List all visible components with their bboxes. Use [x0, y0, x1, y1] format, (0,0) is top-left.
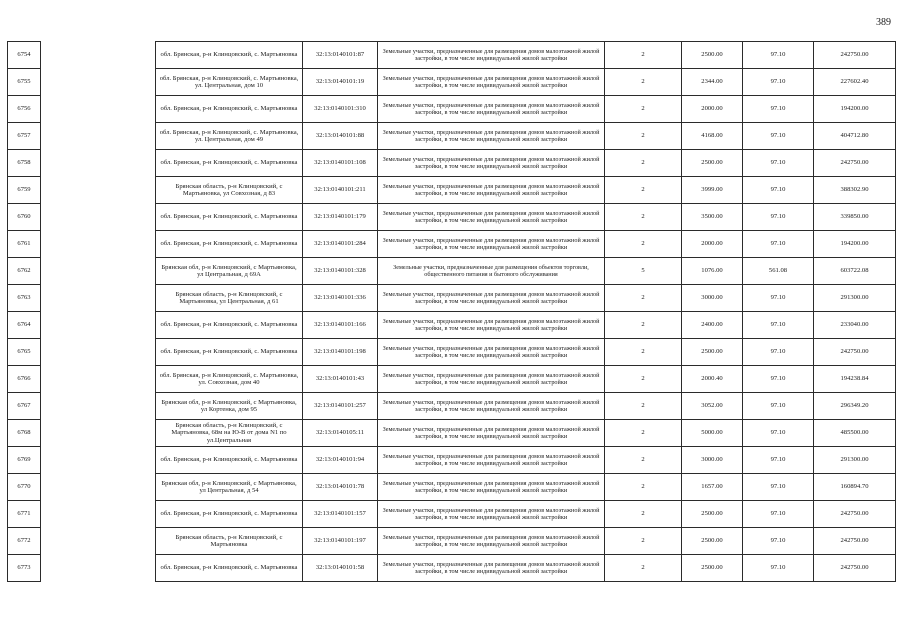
group-cell: 5 [605, 258, 682, 285]
specific-value-cell: 97.10 [743, 231, 814, 258]
address-cell: Брянская обл, р-н Клинцовский, с Мартьяновка, ул Центральная, д 69А [156, 258, 303, 285]
row-id-cell: 6769 [8, 447, 41, 474]
group-cell: 2 [605, 69, 682, 96]
cadastral-number-cell: 32:13:0140101:310 [303, 96, 378, 123]
cadastral-value-cell: 388302.90 [814, 177, 896, 204]
address-cell: обл. Брянская, р-н Клинцовский, с. Мартьяновка [156, 150, 303, 177]
area-cell: 3999.00 [682, 177, 743, 204]
table-row [8, 204, 896, 231]
cadastral-number-cell: 32:13:0140101:87 [303, 42, 378, 69]
row-id-cell: 6758 [8, 150, 41, 177]
table-row [8, 474, 896, 501]
land-purpose-cell: Земельные участки, предназначенные для размещения домов малоэтажной жилой застройки, в том числе индивидуальной жилой застройки [378, 474, 605, 501]
address-cell: обл. Брянская, р-н Клинцовский, с. Мартьяновка, ул. Центральная, дом 10 [156, 69, 303, 96]
page-number: 389 [876, 17, 891, 28]
area-cell: 5000.00 [682, 420, 743, 447]
empty-gap-cell [41, 231, 156, 258]
cadastral-value-cell: 339850.00 [814, 204, 896, 231]
cadastral-number-cell: 32:13:0140101:19 [303, 69, 378, 96]
specific-value-cell: 97.10 [743, 177, 814, 204]
land-purpose-cell: Земельные участки, предназначенные для размещения домов малоэтажной жилой застройки, в том числе индивидуальной жилой застройки [378, 69, 605, 96]
row-id-cell: 6756 [8, 96, 41, 123]
cadastral-number-cell: 32:13:0140101:58 [303, 555, 378, 582]
area-cell: 2500.00 [682, 339, 743, 366]
specific-value-cell: 97.10 [743, 528, 814, 555]
group-cell: 2 [605, 96, 682, 123]
cadastral-number-cell: 32:13:0140101:336 [303, 285, 378, 312]
land-registry-table [7, 41, 895, 582]
land-purpose-cell: Земельные участки, предназначенные для размещения домов малоэтажной жилой застройки, в том числе индивидуальной жилой застройки [378, 528, 605, 555]
land-purpose-cell: Земельные участки, предназначенные для размещения домов малоэтажной жилой застройки, в том числе индивидуальной жилой застройки [378, 285, 605, 312]
row-id-cell: 6767 [8, 393, 41, 420]
specific-value-cell: 97.10 [743, 69, 814, 96]
land-purpose-cell: Земельные участки, предназначенные для размещения домов малоэтажной жилой застройки, в том числе индивидуальной жилой застройки [378, 96, 605, 123]
row-id-cell: 6772 [8, 528, 41, 555]
area-cell: 3000.00 [682, 285, 743, 312]
cadastral-number-cell: 32:13:0140101:211 [303, 177, 378, 204]
address-cell: обл. Брянская, р-н Клинцовский, с. Мартьяновка [156, 231, 303, 258]
cadastral-value-cell: 160894.70 [814, 474, 896, 501]
cadastral-number-cell: 32:13:0140101:88 [303, 123, 378, 150]
table-row [8, 150, 896, 177]
table-row [8, 96, 896, 123]
land-purpose-cell: Земельные участки, предназначенные для размещения домов малоэтажной жилой застройки, в том числе индивидуальной жилой застройки [378, 150, 605, 177]
specific-value-cell: 97.10 [743, 42, 814, 69]
group-cell: 2 [605, 231, 682, 258]
specific-value-cell: 97.10 [743, 312, 814, 339]
specific-value-cell: 97.10 [743, 501, 814, 528]
row-id-cell: 6759 [8, 177, 41, 204]
group-cell: 2 [605, 447, 682, 474]
row-id-cell: 6764 [8, 312, 41, 339]
cadastral-number-cell: 32:13:0140101:166 [303, 312, 378, 339]
table-row [8, 123, 896, 150]
specific-value-cell: 97.10 [743, 366, 814, 393]
table-row [8, 420, 896, 447]
group-cell: 2 [605, 285, 682, 312]
address-cell: обл. Брянская, р-н Клинцовский, с. Мартьяновка [156, 339, 303, 366]
land-purpose-cell: Земельные участки, предназначенные для размещения домов малоэтажной жилой застройки, в том числе индивидуальной жилой застройки [378, 366, 605, 393]
table-body [8, 42, 896, 582]
table-row [8, 231, 896, 258]
land-purpose-cell: Земельные участки, предназначенные для размещения домов малоэтажной жилой застройки, в том числе индивидуальной жилой застройки [378, 420, 605, 447]
cadastral-value-cell: 194200.00 [814, 96, 896, 123]
table-row [8, 312, 896, 339]
cadastral-value-cell: 194238.84 [814, 366, 896, 393]
row-id-cell: 6757 [8, 123, 41, 150]
address-cell: обл. Брянская, р-н Клинцовский, с. Мартьяновка [156, 501, 303, 528]
empty-gap-cell [41, 474, 156, 501]
empty-gap-cell [41, 366, 156, 393]
row-id-cell: 6762 [8, 258, 41, 285]
table-row [8, 177, 896, 204]
empty-gap-cell [41, 528, 156, 555]
group-cell: 2 [605, 420, 682, 447]
row-id-cell: 6770 [8, 474, 41, 501]
land-purpose-cell: Земельные участки, предназначенные для размещения домов малоэтажной жилой застройки, в том числе индивидуальной жилой застройки [378, 339, 605, 366]
address-cell: обл. Брянская, р-н Клинцовский, с. Мартьяновка, ул. Совхозная, дом 40 [156, 366, 303, 393]
table-row [8, 258, 896, 285]
land-purpose-cell: Земельные участки, предназначенные для размещения домов малоэтажной жилой застройки, в том числе индивидуальной жилой застройки [378, 231, 605, 258]
cadastral-number-cell: 32:13:0140101:284 [303, 231, 378, 258]
address-cell: Брянская обл, р-н Клинцовский, с Мартьяновка, ул Центральная, д 54 [156, 474, 303, 501]
cadastral-number-cell: 32:13:0140101:157 [303, 501, 378, 528]
group-cell: 2 [605, 42, 682, 69]
cadastral-value-cell: 227602.40 [814, 69, 896, 96]
land-purpose-cell: Земельные участки, предназначенные для размещения домов малоэтажной жилой застройки, в том числе индивидуальной жилой застройки [378, 501, 605, 528]
table-row [8, 69, 896, 96]
group-cell: 2 [605, 123, 682, 150]
land-purpose-cell: Земельные участки, предназначенные для размещения домов малоэтажной жилой застройки, в том числе индивидуальной жилой застройки [378, 204, 605, 231]
empty-gap-cell [41, 393, 156, 420]
address-cell: Брянская область, р-н Клинцовский, с Мартьяновка, 68м на Ю-В от дома N1 по ул.Центральная [156, 420, 303, 447]
specific-value-cell: 97.10 [743, 123, 814, 150]
land-purpose-cell: Земельные участки, предназначенные для размещения домов малоэтажной жилой застройки, в том числе индивидуальной жилой застройки [378, 123, 605, 150]
table-row [8, 555, 896, 582]
table-row [8, 339, 896, 366]
cadastral-value-cell: 485500.00 [814, 420, 896, 447]
address-cell: обл. Брянская, р-н Клинцовский, с. Мартьяновка [156, 42, 303, 69]
area-cell: 2400.00 [682, 312, 743, 339]
cadastral-number-cell: 32:13:0140101:197 [303, 528, 378, 555]
empty-gap-cell [41, 285, 156, 312]
group-cell: 2 [605, 528, 682, 555]
cadastral-number-cell: 32:13:0140101:257 [303, 393, 378, 420]
area-cell: 2500.00 [682, 42, 743, 69]
address-cell: обл. Брянская, р-н Клинцовский, с. Мартьяновка [156, 447, 303, 474]
specific-value-cell: 97.10 [743, 393, 814, 420]
address-cell: обл. Брянская, р-н Клинцовский, с. Мартьяновка [156, 204, 303, 231]
empty-gap-cell [41, 447, 156, 474]
empty-gap-cell [41, 177, 156, 204]
empty-gap-cell [41, 96, 156, 123]
empty-gap-cell [41, 501, 156, 528]
area-cell: 3000.00 [682, 447, 743, 474]
address-cell: обл. Брянская, р-н Клинцовский, с. Мартьяновка, ул. Центральная, дом 49 [156, 123, 303, 150]
address-cell: Брянская область, р-н Клинцовский, с Мартьяновка [156, 528, 303, 555]
area-cell: 2000.40 [682, 366, 743, 393]
table-row [8, 528, 896, 555]
group-cell: 2 [605, 204, 682, 231]
group-cell: 2 [605, 501, 682, 528]
empty-gap-cell [41, 123, 156, 150]
cadastral-number-cell: 32:13:0140101:328 [303, 258, 378, 285]
cadastral-number-cell: 32:13:0140101:43 [303, 366, 378, 393]
specific-value-cell: 97.10 [743, 474, 814, 501]
group-cell: 2 [605, 555, 682, 582]
empty-gap-cell [41, 258, 156, 285]
area-cell: 2500.00 [682, 501, 743, 528]
cadastral-value-cell: 194200.00 [814, 231, 896, 258]
empty-gap-cell [41, 420, 156, 447]
cadastral-number-cell: 32:13:0140105:11 [303, 420, 378, 447]
cadastral-value-cell: 242750.00 [814, 528, 896, 555]
empty-gap-cell [41, 150, 156, 177]
area-cell: 3052.00 [682, 393, 743, 420]
row-id-cell: 6766 [8, 366, 41, 393]
empty-gap-cell [41, 555, 156, 582]
table-row [8, 285, 896, 312]
specific-value-cell: 97.10 [743, 447, 814, 474]
land-purpose-cell: Земельные участки, предназначенные для размещения домов малоэтажной жилой застройки, в том числе индивидуальной жилой застройки [378, 555, 605, 582]
cadastral-value-cell: 291300.00 [814, 285, 896, 312]
row-id-cell: 6763 [8, 285, 41, 312]
cadastral-value-cell: 242750.00 [814, 339, 896, 366]
address-cell: обл. Брянская, р-н Клинцовский, с. Мартьяновка [156, 96, 303, 123]
cadastral-value-cell: 242750.00 [814, 501, 896, 528]
cadastral-number-cell: 32:13:0140101:94 [303, 447, 378, 474]
land-purpose-cell: Земельные участки, предназначенные для размещения домов малоэтажной жилой застройки, в том числе индивидуальной жилой застройки [378, 42, 605, 69]
table-row [8, 366, 896, 393]
empty-gap-cell [41, 42, 156, 69]
cadastral-number-cell: 32:13:0140101:78 [303, 474, 378, 501]
specific-value-cell: 97.10 [743, 555, 814, 582]
area-cell: 1076.00 [682, 258, 743, 285]
area-cell: 2000.00 [682, 96, 743, 123]
land-purpose-cell: Земельные участки, предназначенные для размещения домов малоэтажной жилой застройки, в том числе индивидуальной жилой застройки [378, 177, 605, 204]
row-id-cell: 6771 [8, 501, 41, 528]
cadastral-value-cell: 233040.00 [814, 312, 896, 339]
row-id-cell: 6761 [8, 231, 41, 258]
group-cell: 2 [605, 339, 682, 366]
address-cell: Брянская область, р-н Клинцовский, с Мартьяновка, ул Центральная, д 61 [156, 285, 303, 312]
empty-gap-cell [41, 204, 156, 231]
land-purpose-cell: Земельные участки, предназначенные для размещения объектов торговли, общественного питания и бытового обслуживания [378, 258, 605, 285]
area-cell: 4168.00 [682, 123, 743, 150]
area-cell: 1657.00 [682, 474, 743, 501]
address-cell: обл. Брянская, р-н Клинцовский, с. Мартьяновка [156, 555, 303, 582]
group-cell: 2 [605, 177, 682, 204]
empty-gap-cell [41, 69, 156, 96]
specific-value-cell: 561.08 [743, 258, 814, 285]
specific-value-cell: 97.10 [743, 339, 814, 366]
row-id-cell: 6755 [8, 69, 41, 96]
area-cell: 2500.00 [682, 555, 743, 582]
specific-value-cell: 97.10 [743, 96, 814, 123]
cadastral-value-cell: 603722.08 [814, 258, 896, 285]
row-id-cell: 6768 [8, 420, 41, 447]
row-id-cell: 6773 [8, 555, 41, 582]
cadastral-value-cell: 404712.80 [814, 123, 896, 150]
cadastral-value-cell: 242750.00 [814, 150, 896, 177]
land-purpose-cell: Земельные участки, предназначенные для размещения домов малоэтажной жилой застройки, в том числе индивидуальной жилой застройки [378, 447, 605, 474]
specific-value-cell: 97.10 [743, 204, 814, 231]
table-row [8, 501, 896, 528]
row-id-cell: 6754 [8, 42, 41, 69]
group-cell: 2 [605, 312, 682, 339]
cadastral-number-cell: 32:13:0140101:179 [303, 204, 378, 231]
group-cell: 2 [605, 393, 682, 420]
land-purpose-cell: Земельные участки, предназначенные для размещения домов малоэтажной жилой застройки, в том числе индивидуальной жилой застройки [378, 393, 605, 420]
cadastral-value-cell: 291300.00 [814, 447, 896, 474]
group-cell: 2 [605, 366, 682, 393]
area-cell: 2500.00 [682, 150, 743, 177]
cadastral-value-cell: 242750.00 [814, 42, 896, 69]
group-cell: 2 [605, 474, 682, 501]
area-cell: 2500.00 [682, 528, 743, 555]
address-cell: обл. Брянская, р-н Клинцовский, с. Мартьяновка [156, 312, 303, 339]
table-row [8, 393, 896, 420]
cadastral-number-cell: 32:13:0140101:198 [303, 339, 378, 366]
group-cell: 2 [605, 150, 682, 177]
land-purpose-cell: Земельные участки, предназначенные для размещения домов малоэтажной жилой застройки, в том числе индивидуальной жилой застройки [378, 312, 605, 339]
empty-gap-cell [41, 312, 156, 339]
area-cell: 2344.00 [682, 69, 743, 96]
empty-gap-cell [41, 339, 156, 366]
cadastral-value-cell: 242750.00 [814, 555, 896, 582]
row-id-cell: 6760 [8, 204, 41, 231]
table-row [8, 447, 896, 474]
specific-value-cell: 97.10 [743, 420, 814, 447]
table-row [8, 42, 896, 69]
area-cell: 2000.00 [682, 231, 743, 258]
address-cell: Брянская обл, р-н Клинцовский, с Мартьяновка, ул Кортенка, дом 95 [156, 393, 303, 420]
cadastral-value-cell: 296349.20 [814, 393, 896, 420]
row-id-cell: 6765 [8, 339, 41, 366]
specific-value-cell: 97.10 [743, 150, 814, 177]
specific-value-cell: 97.10 [743, 285, 814, 312]
area-cell: 3500.00 [682, 204, 743, 231]
address-cell: Брянская область, р-н Клинцовский, с Мартьяновка, ул Совхозная, д 83 [156, 177, 303, 204]
cadastral-number-cell: 32:13:0140101:108 [303, 150, 378, 177]
